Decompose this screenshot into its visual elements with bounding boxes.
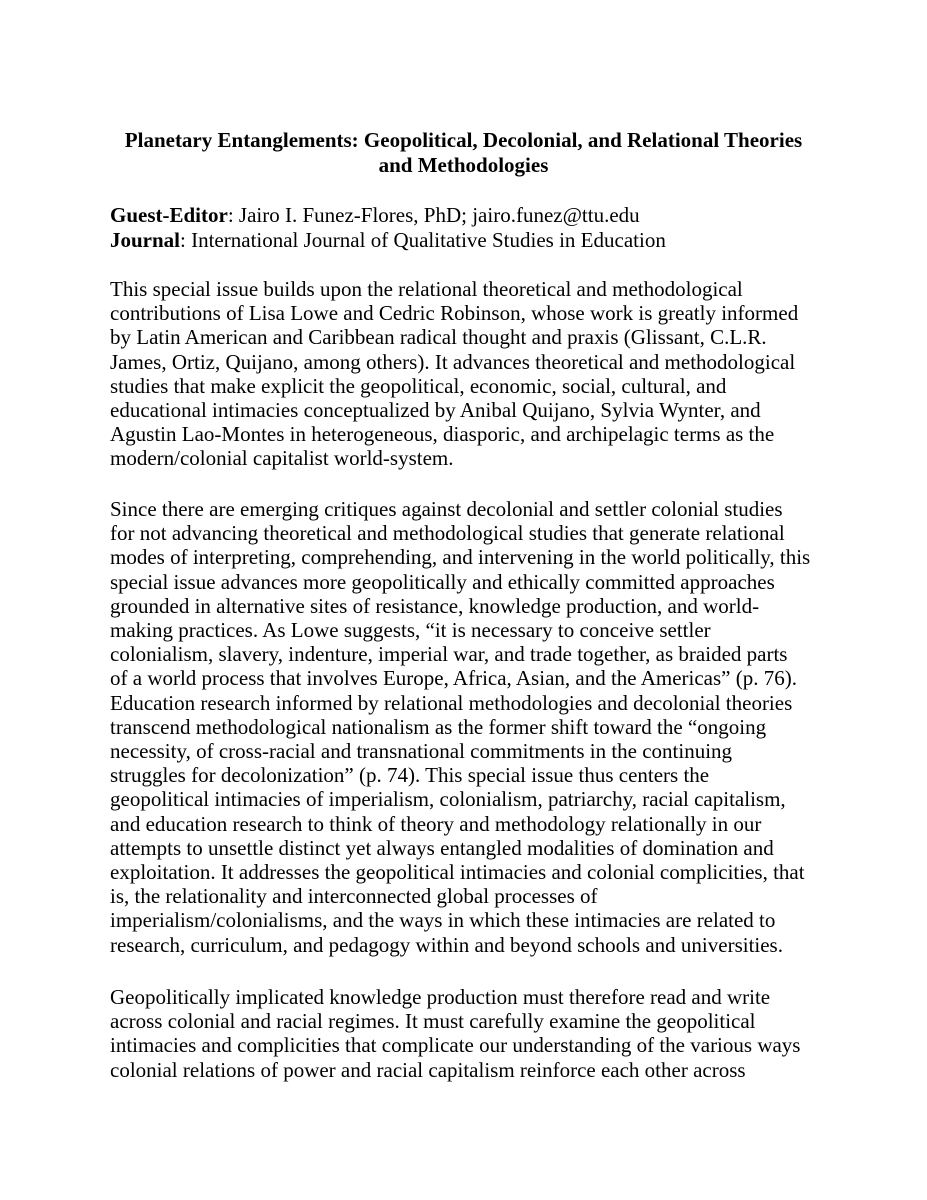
text-line: colonialism, slavery, indenture, imperial war, and trade together, as braided parts: [110, 642, 788, 667]
text-line: attempts to unsettle distinct yet always entangled modalities of domination and: [110, 835, 774, 860]
text-line: James, Ortiz, Quijano, among others). It advances theoretical and methodological: [110, 349, 796, 374]
text-line: special issue advances more geopolitically and ethically committed approaches: [110, 569, 775, 594]
text-line: studies that make explicit the geopolitical, economic, social, cultural, and: [110, 373, 727, 398]
journal-line: [110, 228, 817, 253]
text-line: Agustin Lao-Montes in heterogeneous, diasporic, and archipelagic terms as the: [110, 422, 775, 447]
text-line: intimacies and complicities that complicate our understanding of the various ways: [110, 1033, 801, 1058]
paragraph-1: [110, 277, 827, 471]
guest-editor-line: [110, 203, 817, 228]
text-line: geopolitical intimacies of imperialism, colonialism, patriarchy, racial capitalism,: [110, 787, 786, 812]
text-line: and education research to think of theory and methodology relationally in our: [110, 811, 762, 836]
text-line: modes of interpreting, comprehending, and intervening in the world politically, this: [110, 545, 811, 570]
guest-editor-label: Guest-Editor: [110, 203, 228, 227]
text-line: across colonial and racial regimes. It must carefully examine the geopolitical: [110, 1009, 756, 1034]
paragraph-3: [110, 985, 827, 1082]
text-line: modern/colonial capitalist world-system.: [110, 446, 454, 471]
text-line: Education research informed by relational methodologies and decolonial theories: [110, 690, 793, 715]
text-line: contributions of Lisa Lowe and Cedric Robinson, whose work is greatly informed: [110, 301, 799, 326]
text-line: Since there are emerging critiques against decolonial and settler colonial studies: [110, 497, 783, 521]
title-line: and Methodologies: [378, 153, 549, 177]
journal-value: : International Journal of Qualitative Studies in Education: [180, 228, 666, 252]
text-line: colonial relations of power and racial capitalism reinforce each other across: [110, 1057, 746, 1082]
text-line: exploitation. It addresses the geopolitical intimacies and colonial complicities, that: [110, 860, 805, 885]
text-line: educational intimacies conceptualized by Anibal Quijano, Sylvia Wynter, and: [110, 398, 761, 423]
text-line: for not advancing theoretical and methodological studies that generate relational: [110, 521, 785, 546]
text-line: transcend methodological nationalism as the former shift toward the “ongoing: [110, 714, 767, 739]
paragraph-2: [110, 497, 827, 957]
text-line: is, the relationality and interconnected global processes of: [110, 884, 598, 909]
document-title: [110, 128, 817, 178]
text-line: This special issue builds upon the relational theoretical and methodological: [110, 277, 743, 301]
text-line: research, curriculum, and pedagogy within and beyond schools and universities.: [110, 932, 783, 957]
text-line: necessity, of cross-racial and transnational commitments in the continuing: [110, 739, 733, 764]
journal-label: Journal: [110, 228, 181, 252]
guest-editor-value: : Jairo I. Funez-Flores, PhD; jairo.funez@ttu.edu: [227, 203, 640, 227]
text-line: of a world process that involves Europe, Africa, Asian, and the Americas” (p. 76).: [110, 666, 797, 691]
text-line: imperialism/colonialisms, and the ways in which these intimacies are related to: [110, 908, 776, 933]
text-line: Geopolitically implicated knowledge production must therefore read and write: [110, 985, 771, 1009]
document-meta: [110, 203, 817, 253]
text-line: by Latin American and Caribbean radical thought and praxis (Glissant, C.L.R.: [110, 325, 767, 350]
text-line: struggles for decolonization” (p. 74). This special issue thus centers the: [110, 763, 710, 788]
title-line: Planetary Entanglements: Geopolitical, Decolonial, and Relational Theories: [124, 128, 803, 152]
text-line: grounded in alternative sites of resistance, knowledge production, and world-: [110, 593, 760, 618]
text-line: making practices. As Lowe suggests, “it is necessary to conceive settler: [110, 618, 711, 643]
